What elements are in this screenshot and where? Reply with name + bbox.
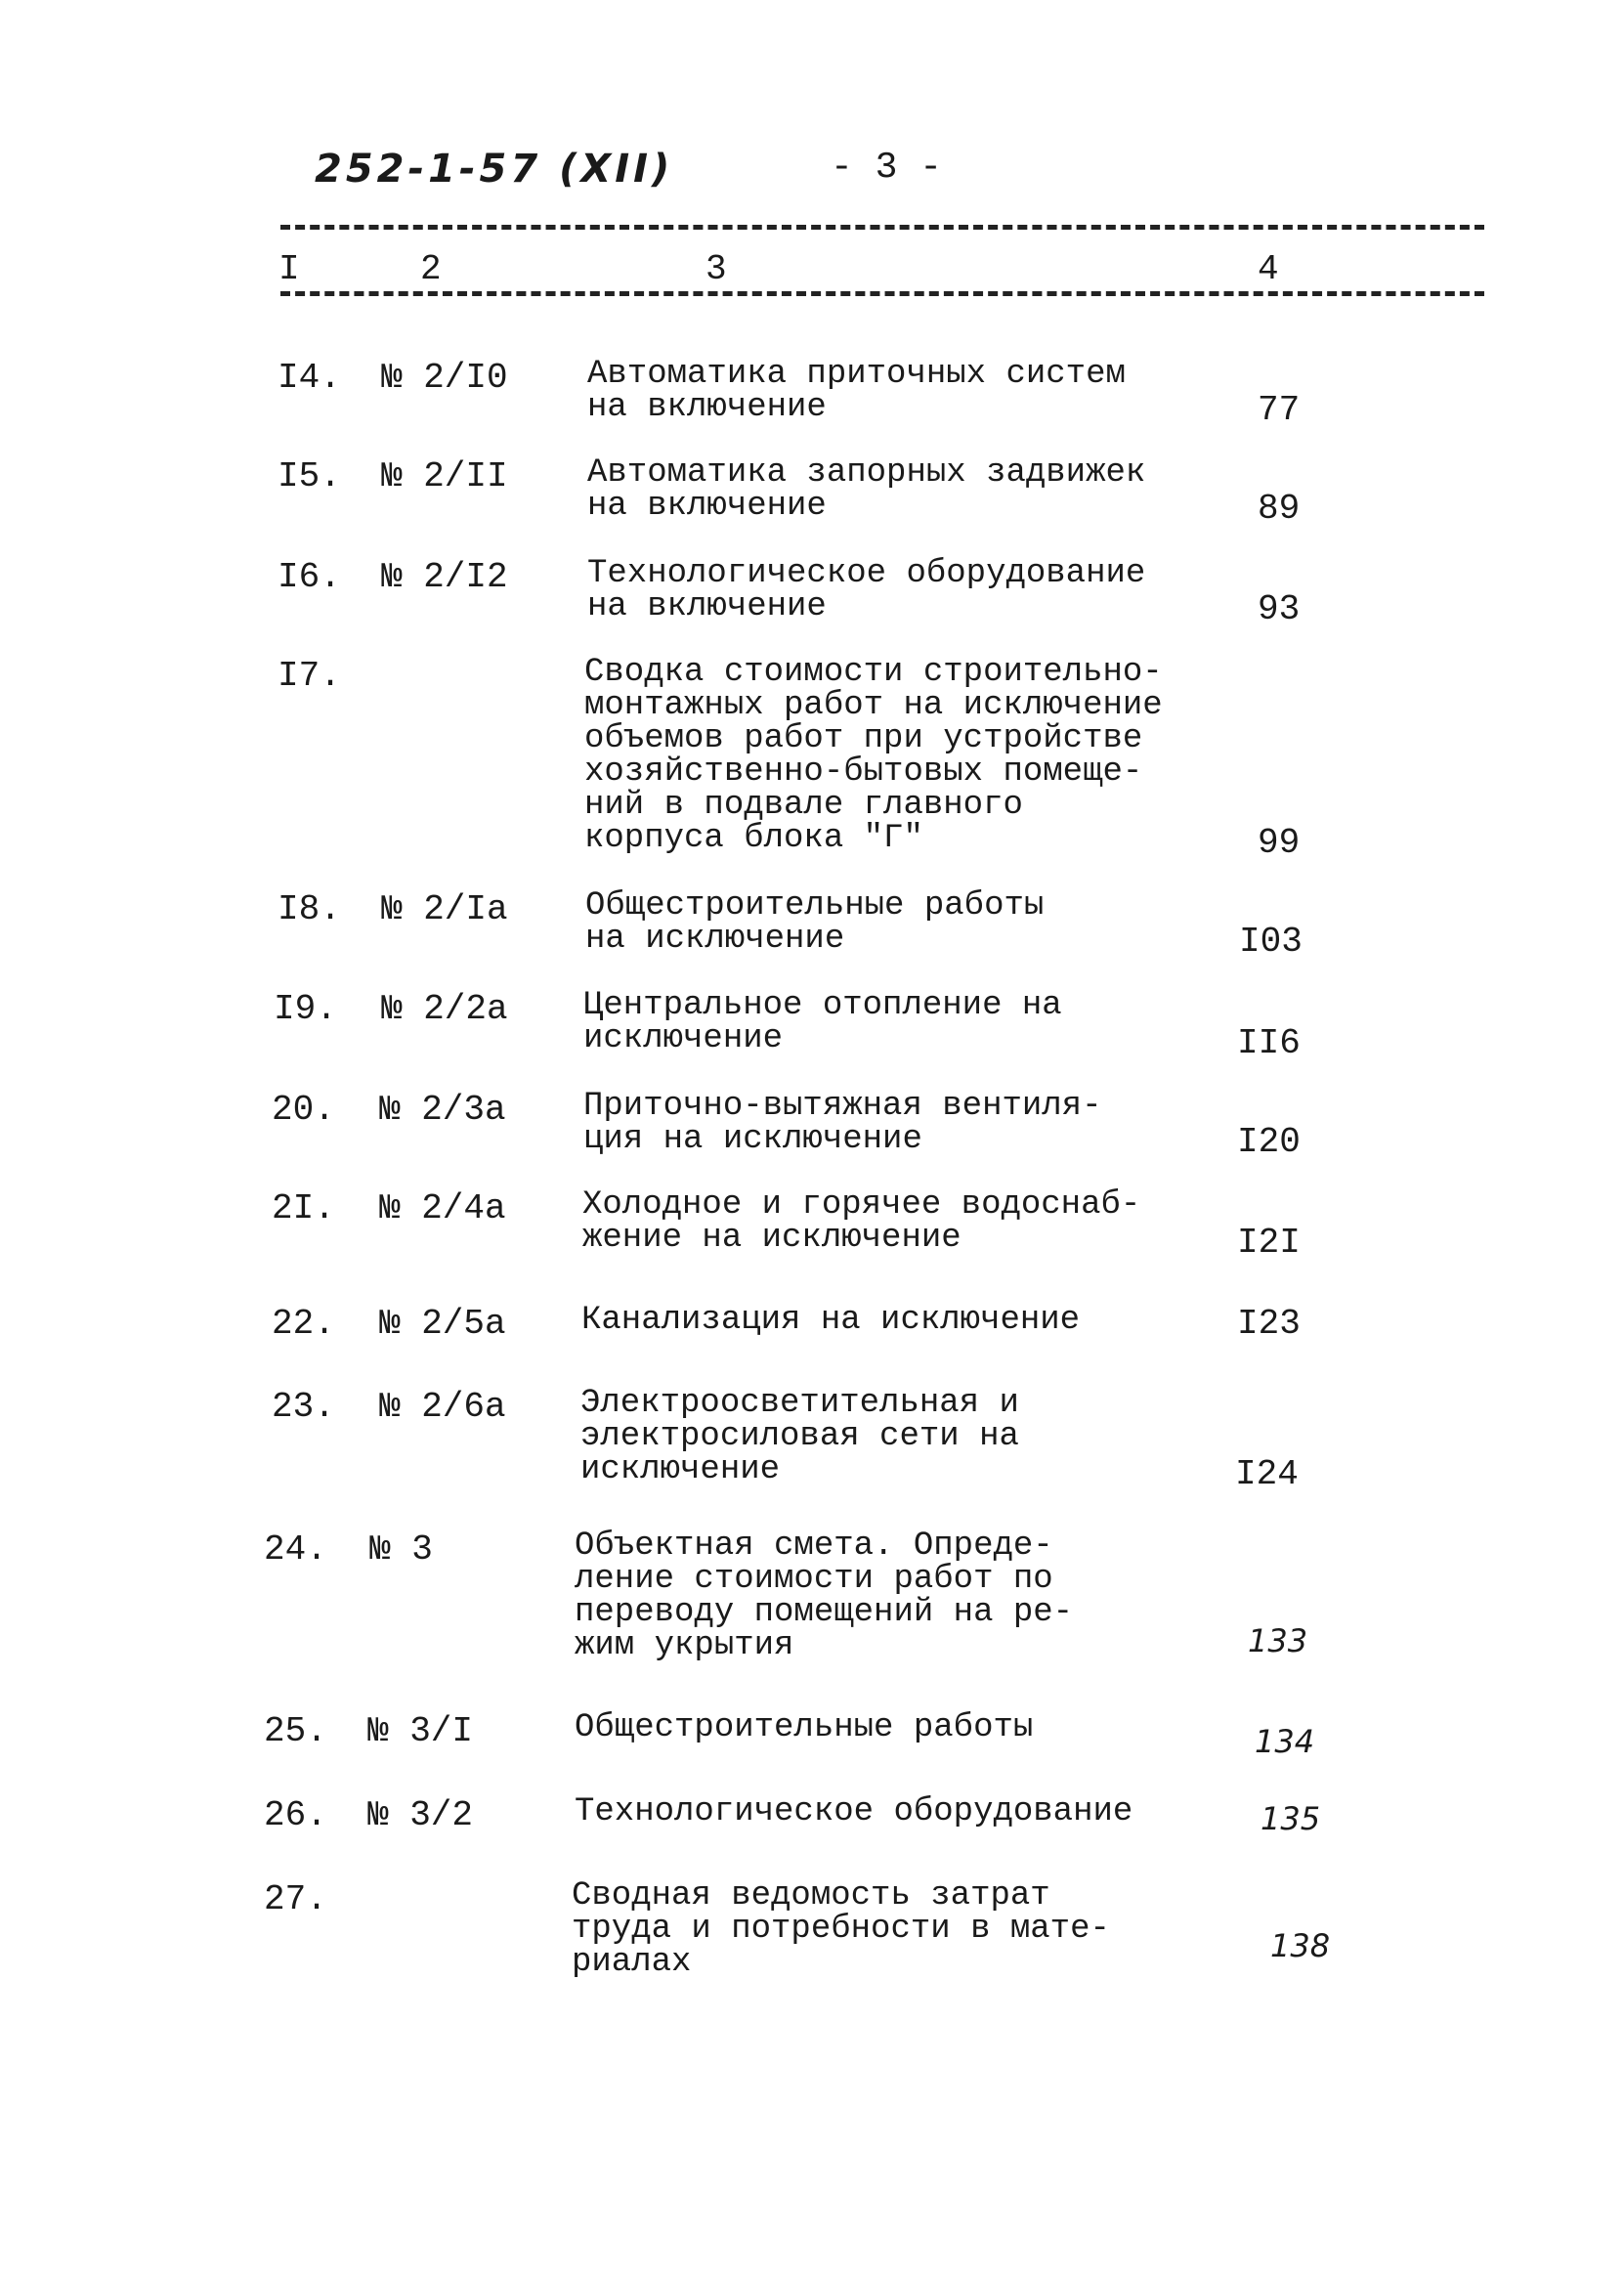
title-line: Автоматика запорных задвижек [587, 454, 1146, 492]
page-ref: I23 [1237, 1304, 1301, 1344]
row-title [587, 557, 1145, 624]
page-ref: 99 [1258, 823, 1301, 863]
row-title [575, 1529, 1073, 1662]
title-line: Сводка стоимости строительно- [584, 654, 1163, 691]
estimate-code: № 3/2 [367, 1795, 474, 1835]
column-header-2: 2 [420, 249, 442, 289]
column-header-3: 3 [705, 249, 727, 289]
row-number: 24. [264, 1529, 327, 1570]
title-line: Технологическое оборудование [587, 555, 1146, 592]
estimate-code: № 3/I [367, 1711, 474, 1751]
title-line: исключение [580, 1451, 781, 1488]
title-line: труда и потребности в мате- [572, 1911, 1110, 1948]
title-line: Холодное и горячее водоснаб- [582, 1186, 1141, 1224]
row-number: 20. [272, 1090, 335, 1130]
row-title [585, 889, 1044, 956]
row-number: 22. [272, 1304, 335, 1344]
title-line: ция на исключение [583, 1121, 922, 1158]
row-number: I4. [278, 358, 341, 398]
page-ref: 89 [1258, 489, 1301, 529]
row-title [572, 1879, 1110, 1979]
estimate-code: № 2/I2 [381, 557, 508, 597]
row-number: 25. [264, 1711, 327, 1751]
title-line: монтажных работ на исключение [584, 687, 1163, 724]
row-title [583, 1090, 1102, 1156]
row-number: 23. [272, 1387, 335, 1427]
title-line: на включение [587, 488, 827, 525]
row-title [583, 989, 1062, 1055]
title-line: исключение [583, 1020, 784, 1057]
title-line: Общестроительные работы [575, 1709, 1034, 1746]
title-line: Объектная смета. Опреде- [575, 1528, 1053, 1565]
title-line: переводу помещений на ре- [575, 1594, 1074, 1631]
page-ref: I2I [1237, 1223, 1301, 1263]
row-title [580, 1387, 1019, 1486]
title-line: жим укрытия [575, 1627, 794, 1664]
row-number: 2I. [272, 1188, 335, 1228]
row-title [582, 1188, 1140, 1255]
title-line: Канализация на исключение [581, 1302, 1081, 1339]
title-line: на включение [587, 389, 827, 426]
page-ref: 93 [1258, 589, 1301, 629]
estimate-code: № 2/Iа [381, 889, 508, 929]
page-ref: I24 [1235, 1454, 1299, 1494]
title-line: Центральное отопление на [583, 987, 1062, 1024]
row-title [587, 456, 1145, 523]
row-title [575, 1795, 1133, 1829]
page-ref: 138 [1270, 1927, 1331, 1964]
estimate-code: № 2/3а [379, 1090, 506, 1130]
title-line: Технологическое оборудование [575, 1793, 1133, 1830]
row-number: 26. [264, 1795, 327, 1835]
title-line: Электроосветительная и [580, 1385, 1019, 1422]
row-title [584, 656, 1163, 855]
row-number: 27. [264, 1879, 327, 1919]
title-line: жение на исключение [582, 1220, 962, 1257]
title-line: объемов работ при устройстве [584, 720, 1143, 757]
title-line: ний в подвале главного [584, 787, 1023, 824]
page-ref: 134 [1255, 1723, 1315, 1760]
divider-top [280, 225, 1484, 230]
title-line: Автоматика приточных систем [587, 356, 1126, 393]
estimate-code: № 2/I0 [381, 358, 508, 398]
row-title [587, 358, 1126, 424]
page-number: - 3 - [831, 147, 943, 189]
page-ref: 133 [1248, 1622, 1308, 1659]
row-title [575, 1711, 1033, 1744]
row-number: I5. [278, 456, 341, 496]
document-code: 252-1-57 (XII) [315, 147, 674, 192]
divider-header [280, 291, 1484, 296]
column-header-1: I [278, 249, 300, 289]
title-line: корпуса блока "Г" [584, 820, 923, 857]
page-ref: 77 [1258, 390, 1301, 430]
row-number: I7. [278, 656, 341, 696]
title-line: на включение [587, 588, 827, 625]
row-number: I8. [278, 889, 341, 929]
estimate-code: № 2/4а [379, 1188, 506, 1228]
row-number: I6. [278, 557, 341, 597]
page-ref: II6 [1237, 1023, 1301, 1063]
column-header-4: 4 [1258, 249, 1279, 289]
row-number: I9. [274, 989, 337, 1029]
estimate-code: № 3 [369, 1529, 433, 1570]
title-line: Сводная ведомость затрат [572, 1877, 1050, 1915]
title-line: риалах [572, 1944, 692, 1981]
title-line: хозяйственно-бытовых помещe- [584, 753, 1143, 791]
title-line: электросиловая сети на [580, 1418, 1019, 1455]
page-ref: I20 [1237, 1122, 1301, 1162]
page-ref: 135 [1261, 1800, 1321, 1837]
estimate-code: № 2/II [381, 456, 508, 496]
row-title [581, 1304, 1080, 1337]
estimate-code: № 2/2а [381, 989, 508, 1029]
estimate-code: № 2/5а [379, 1304, 506, 1344]
title-line: Приточно-вытяжная вентиля- [583, 1088, 1102, 1125]
estimate-code: № 2/6а [379, 1387, 506, 1427]
page-ref: I03 [1239, 922, 1303, 962]
title-line: на исключение [585, 921, 845, 958]
title-line: Общестроительные работы [585, 887, 1045, 925]
title-line: ление стоимости работ по [575, 1561, 1053, 1598]
